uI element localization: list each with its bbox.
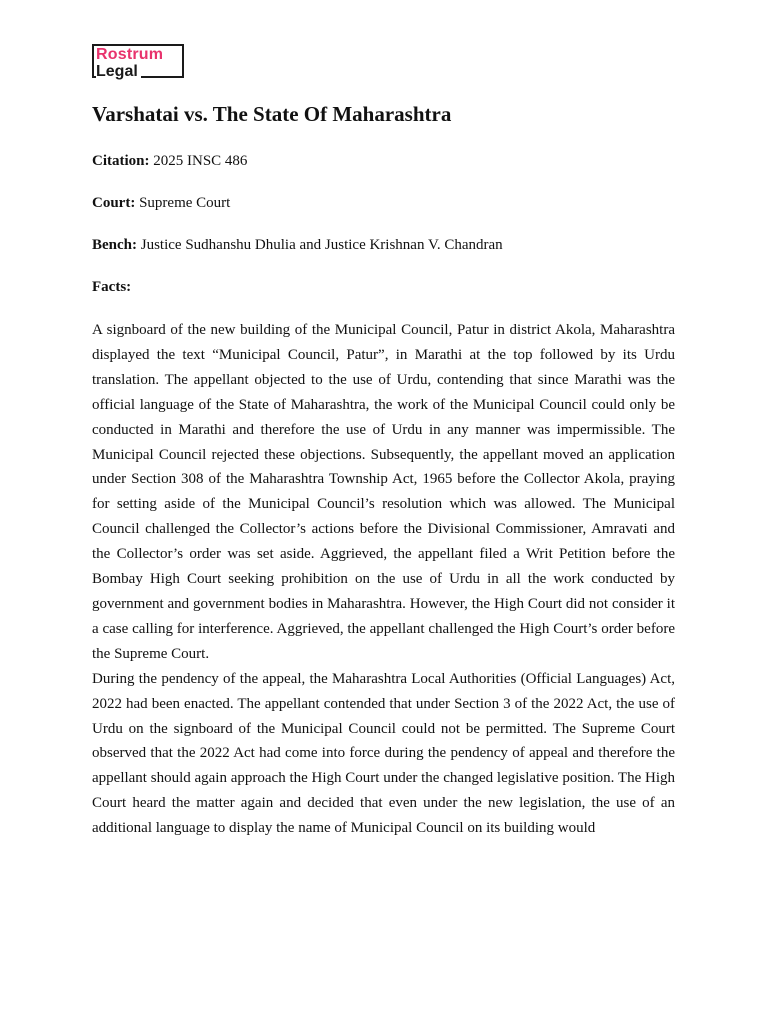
court-line	[92, 195, 230, 212]
facts-paragraph-2: During the pendency of the appeal, the Maharashtra Local Authorities (Official Languages) Act, 2022 had been enacted. The appellant contended that under Section 3 of the 2022 Act, the use of Urdu on the signboard of the Municipal Council could not be permitted. The Supreme Court observed that the 2022 Act had come into force during the pendency of appeal and therefore the appellant should again approach the High Court under the changed legislative position. The High Court heard the matter again and decided that even under the new legislation, the use of an additional language to display the name of Municipal Council on its building would	[92, 670, 675, 837]
bench-label: Bench:	[92, 237, 137, 253]
document-title: Varshatai vs. The State Of Maharashtra	[92, 102, 452, 126]
bench-line	[92, 237, 503, 254]
logo-line2: Legal	[96, 64, 141, 80]
facts-paragraph-1: A signboard of the new building of the Municipal Council, Patur in district Akola, Maharashtra displayed the text “Municipal Council, Patur”, in Marathi at the top followed by its Urdu translation. The appellant objected to the use of Urdu, contending that since Marathi was the official language of the State of Maharashtra, the work of the Municipal Council could only be conducted in Marathi and therefore the use of Urdu in any manner was impermissible. The Municipal Council rejected these objections. Subsequently, the appellant moved an application under Section 308 of the Maharashtra Township Act, 1965 before the Collector Akola, praying for setting aside of the Municipal Council’s resolution which was allowed. The Municipal Council challenged the Collector’s actions before the Divisional Commissioner, Amravati and the Collector’s order was set aside. Aggrieved, the appellant filed a Writ Petition before the Bombay High Court seeking prohibition on the use of Urdu in all the work conducted by government and government bodies in Maharashtra. However, the High Court did not consider it a case calling for interference. Aggrieved, the appellant challenged the High Court’s order before the Supreme Court.	[92, 322, 675, 662]
citation-value: 2025 INSC 486	[153, 153, 248, 169]
bench-value: Justice Sudhanshu Dhulia and Justice Krishnan V. Chandran	[140, 237, 503, 253]
citation-label: Citation:	[92, 153, 150, 169]
facts-body	[92, 318, 675, 841]
court-label: Court:	[92, 195, 136, 211]
facts-heading-text: Facts:	[92, 279, 132, 295]
facts-heading	[92, 279, 131, 296]
citation-line	[92, 153, 247, 170]
court-value: Supreme Court	[139, 195, 231, 211]
rostrum-legal-logo	[92, 44, 184, 78]
logo-line1: Rostrum	[96, 46, 164, 63]
